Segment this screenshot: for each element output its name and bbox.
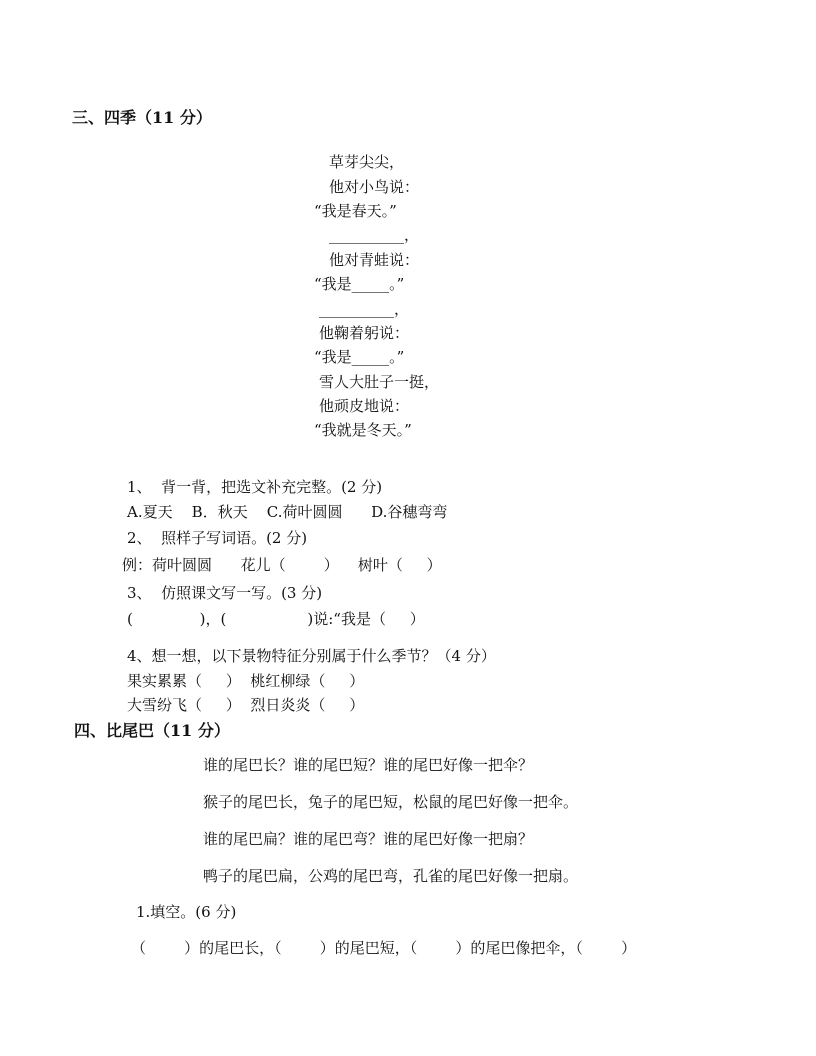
passage-line: 鸭子的尾巴扁，公鸡的尾巴弯，孔雀的尾巴好像一把扇。 xyxy=(203,867,579,885)
section-4-question-1: 1.填空。(6 分) xyxy=(136,903,237,921)
question-2: 2、 照样子写词语。(2 分) xyxy=(127,529,308,547)
question-3-fill-line: ( )，( )说:“我是（ ） xyxy=(127,610,425,628)
question-1: 1、 背一背，把选文补充完整。(2 分) xyxy=(127,478,383,496)
poem-line: “我是_____。” xyxy=(314,348,405,366)
poem-line: 雪人大肚子一挺， xyxy=(319,373,440,391)
section-3-title: 三、四季（11 分） xyxy=(72,108,212,127)
poem-blank-line: __________， xyxy=(329,226,420,244)
question-1-options: A.夏天 B．秋天 C.荷叶圆圆 D.谷穗弯弯 xyxy=(127,503,448,521)
poem-line: 他对青蛙说： xyxy=(329,251,420,269)
poem-line: 草芽尖尖， xyxy=(329,153,405,171)
poem-line: “我是_____。” xyxy=(314,275,405,293)
poem-line: “我就是冬天。” xyxy=(314,421,412,439)
question-4-line-2: 大雪纷飞（ ） 烈日炎炎（ ） xyxy=(127,696,365,714)
question-3: 3、 仿照课文写一写。(3 分) xyxy=(127,584,323,602)
question-4: 4、想一想，以下景物特征分别属于什么季节？（4 分） xyxy=(127,647,496,665)
question-4-line-1: 果实累累（ ） 桃红柳绿（ ） xyxy=(127,672,365,690)
passage-line: 谁的尾巴长？谁的尾巴短？谁的尾巴好像一把伞？ xyxy=(203,756,534,774)
poem-line: 他对小鸟说： xyxy=(329,178,420,196)
section-4-title: 四、比尾巴（11 分） xyxy=(74,721,230,740)
poem-line: 他鞠着躬说： xyxy=(319,324,410,342)
section-4-question-1-fill-line: （ ）的尾巴长，（ ）的尾巴短，（ ）的尾巴像把伞，（ ） xyxy=(131,939,637,957)
question-2-example: 例：荷叶圆圆 花儿（ ） 树叶（ ） xyxy=(122,556,442,574)
poem-line: 他顽皮地说： xyxy=(319,397,410,415)
passage-line: 猴子的尾巴长，兔子的尾巴短，松鼠的尾巴好像一把伞。 xyxy=(203,793,579,811)
poem-line: “我是春天。” xyxy=(314,202,397,220)
passage-line: 谁的尾巴扁？谁的尾巴弯？谁的尾巴好像一把扇？ xyxy=(203,830,534,848)
poem-blank-line: __________， xyxy=(319,300,410,318)
